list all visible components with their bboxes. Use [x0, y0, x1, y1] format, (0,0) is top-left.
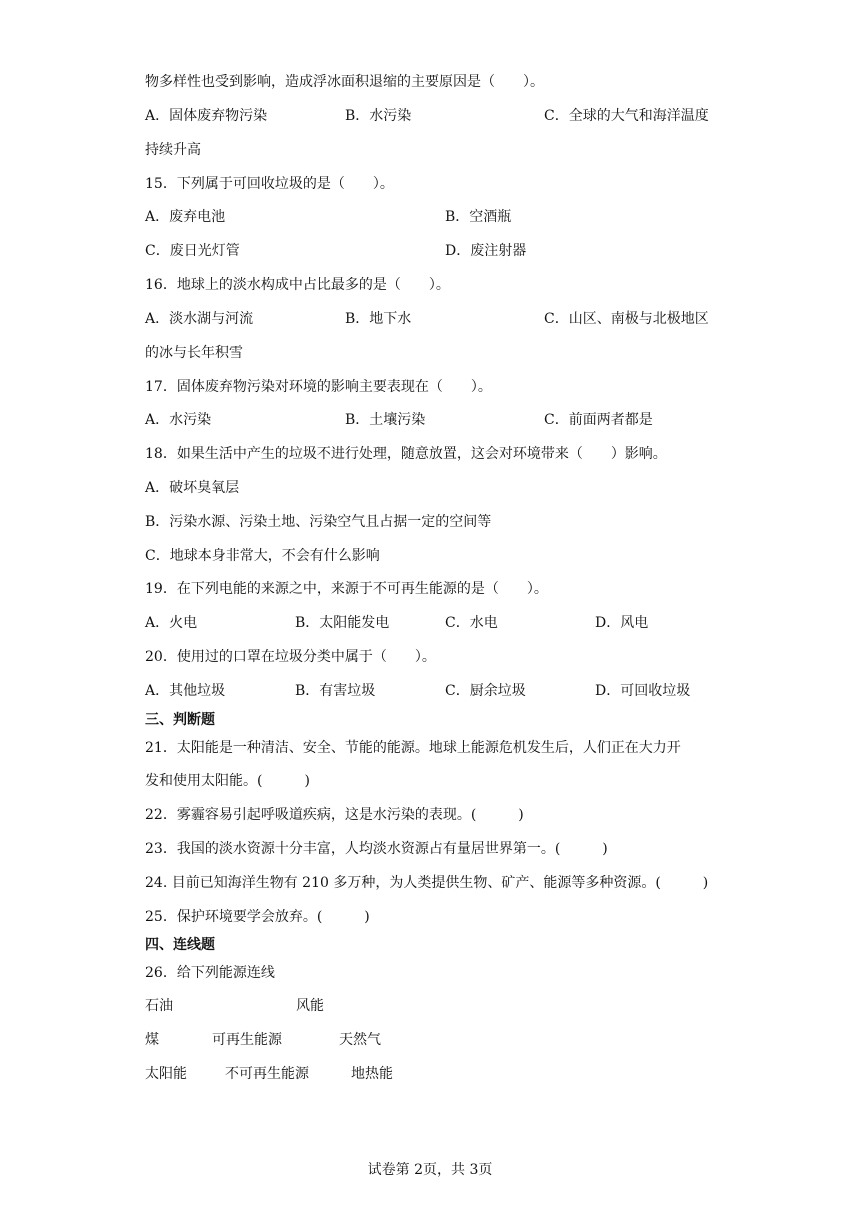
q18-option-c: C．地球本身非常大，不会有什么影响	[145, 548, 380, 564]
q26-left-item: 石油	[145, 998, 173, 1014]
q16-option-b: B．地下水	[345, 311, 412, 327]
q20-option-b: B．有害垃圾	[295, 683, 376, 699]
q26-middle-item: 不可再生能源	[225, 1066, 309, 1082]
q24: 24. 目前已知海洋生物有 210 多万种，为人类提供生物、矿产、能源等多种资源。( )	[145, 875, 709, 891]
q18-option-a: A．破坏臭氧层	[145, 480, 240, 496]
q19-stem: 19．在下列电能的来源之中，来源于不可再生能源的是（ ）。	[145, 581, 548, 597]
q20-option-c: C．厨余垃圾	[445, 683, 526, 699]
q18-stem: 18．如果生活中产生的垃圾不进行处理，随意放置，这会对环境带来（ ）影响。	[145, 446, 667, 462]
q23: 23．我国的淡水资源十分丰富，人均淡水资源占有量居世界第一。( )	[145, 841, 608, 857]
q14-option-b: B．水污染	[345, 108, 412, 124]
section-heading-matching: 四、连线题	[145, 937, 215, 953]
q26-right-item: 风能	[296, 998, 324, 1014]
q19-option-d: D．风电	[595, 615, 649, 631]
q16-stem: 16．地球上的淡水构成中占比最多的是（ ）。	[145, 277, 450, 293]
q15-option-b: B．空酒瓶	[445, 209, 512, 225]
q22: 22．雾霾容易引起呼吸道疾病，这是水污染的表现。( )	[145, 807, 524, 823]
q26-stem: 26．给下列能源连线	[145, 965, 275, 981]
page-footer: 试卷第 2页，共 3页	[367, 1162, 493, 1178]
q20-stem: 20．使用过的口罩在垃圾分类中属于（ ）。	[145, 649, 436, 665]
q26-right-item: 天然气	[339, 1032, 381, 1048]
q20-option-d: D．可回收垃圾	[595, 683, 691, 699]
q15-stem: 15．下列属于可回收垃圾的是（ ）。	[145, 176, 394, 192]
q16-option-c: C．山区、南极与北极地区	[544, 311, 709, 327]
q26-middle-item: 可再生能源	[212, 1032, 282, 1048]
q26-right-item: 地热能	[351, 1066, 393, 1082]
q16-option-c-continuation: 的冰与长年积雪	[145, 345, 243, 361]
q17-option-b: B．土壤污染	[345, 412, 426, 428]
q15-option-d: D．废注射器	[445, 243, 527, 259]
q14-option-c-continuation: 持续升高	[145, 142, 201, 158]
q19-option-c: C．水电	[445, 615, 498, 631]
q17-option-c: C．前面两者都是	[544, 412, 653, 428]
q20-option-a: A．其他垃圾	[145, 683, 226, 699]
q21-line-2: 发和使用太阳能。( )	[145, 773, 310, 789]
q26-left-item: 太阳能	[145, 1066, 187, 1082]
q14-option-c: C．全球的大气和海洋温度	[544, 108, 709, 124]
q16-option-a: A．淡水湖与河流	[145, 311, 254, 327]
q17-stem: 17．固体废弃物污染对环境的影响主要表现在（ ）。	[145, 379, 492, 395]
q21-line-1: 21．太阳能是一种清洁、安全、节能的能源。地球上能源危机发生后，人们正在大力开	[145, 740, 681, 756]
q17-option-a: A．水污染	[145, 412, 212, 428]
section-heading-judgment: 三、判断题	[145, 712, 215, 728]
q25: 25．保护环境要学会放弃。( )	[145, 909, 370, 925]
q14-option-a: A．固体废弃物污染	[145, 108, 268, 124]
q15-option-a: A．废弃电池	[145, 209, 226, 225]
q18-option-b: B．污染水源、污染土地、污染空气且占据一定的空间等	[145, 514, 492, 530]
q19-option-b: B．太阳能发电	[295, 615, 390, 631]
q15-option-c: C．废日光灯管	[145, 243, 240, 259]
q14-stem-continuation: 物多样性也受到影响，造成浮冰面积退缩的主要原因是（ ）。	[145, 74, 544, 90]
q19-option-a: A．火电	[145, 615, 198, 631]
q26-left-item: 煤	[145, 1032, 159, 1048]
